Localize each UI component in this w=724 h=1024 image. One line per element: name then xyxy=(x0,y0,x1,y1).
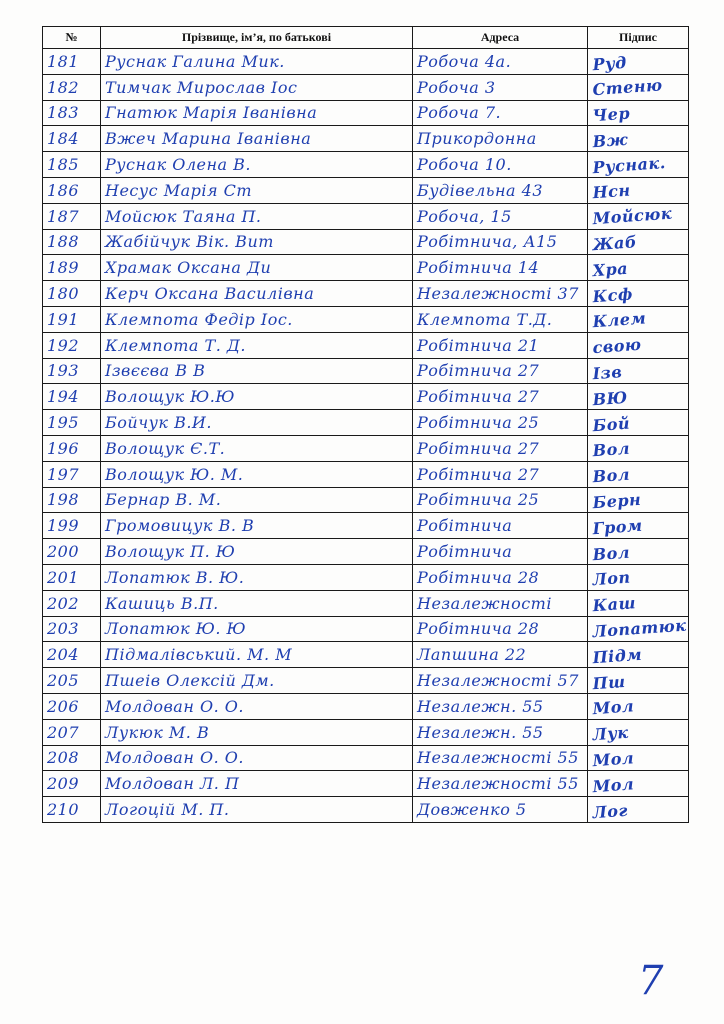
row-name: Лукюк М. В xyxy=(101,719,413,745)
table-row xyxy=(43,797,689,823)
row-address: Робітнича 27 xyxy=(413,461,588,487)
row-signature: Хра xyxy=(587,251,690,284)
row-signature: Нсн xyxy=(587,174,690,207)
row-number: 202 xyxy=(43,590,101,616)
row-number: 199 xyxy=(43,513,101,539)
row-signature: Підм xyxy=(587,638,690,671)
row-signature: Вж xyxy=(587,122,690,155)
row-name: Вжеч Марина Іванівна xyxy=(101,126,413,152)
row-number: 208 xyxy=(43,745,101,771)
row-signature: Мол xyxy=(587,767,690,800)
row-signature: Лопатюк xyxy=(587,613,690,646)
row-name: Тимчак Мирослав Іос xyxy=(101,74,413,100)
row-name: Руснак Олена В. xyxy=(101,152,413,178)
row-name: Волощук Ю.Ю xyxy=(101,384,413,410)
table-row xyxy=(43,539,689,565)
table-row xyxy=(43,693,689,719)
row-number: 182 xyxy=(43,74,101,100)
row-name: Бойчук В.И. xyxy=(101,410,413,436)
row-signature: Лог xyxy=(587,793,690,826)
row-signature: Мойсюк xyxy=(587,200,690,233)
row-name: Підмалівський. М. М xyxy=(101,642,413,668)
row-address: Лапшина 22 xyxy=(413,642,588,668)
row-address: Незалежності 55 xyxy=(413,745,588,771)
row-address: Робітнича 27 xyxy=(413,435,588,461)
row-address: Прикордонна xyxy=(413,126,588,152)
table-row xyxy=(43,49,689,75)
row-number: 185 xyxy=(43,152,101,178)
row-name: Мойсюк Таяна П. xyxy=(101,203,413,229)
row-address: Незалежн. 55 xyxy=(413,693,588,719)
row-signature: Вол xyxy=(587,432,690,465)
table-row xyxy=(43,668,689,694)
row-signature: Каш xyxy=(587,587,690,620)
row-number: 187 xyxy=(43,203,101,229)
row-number: 201 xyxy=(43,564,101,590)
row-address: Робітнича 27 xyxy=(413,384,588,410)
row-address: Робітнича, А15 xyxy=(413,229,588,255)
row-number: 210 xyxy=(43,797,101,823)
row-name: Руснак Галина Мик. xyxy=(101,49,413,75)
table-row xyxy=(43,100,689,126)
row-name: Молдован Л. П xyxy=(101,771,413,797)
row-signature: Мол xyxy=(587,742,690,775)
row-number: 197 xyxy=(43,461,101,487)
row-number: 184 xyxy=(43,126,101,152)
row-number: 203 xyxy=(43,616,101,642)
header-address: Адреса xyxy=(413,27,588,49)
row-name: Клемпотa Т. Д. xyxy=(101,332,413,358)
row-name: Пшеів Олексій Дм. xyxy=(101,668,413,694)
row-name: Волощук П. Ю xyxy=(101,539,413,565)
row-name: Молдован О. О. xyxy=(101,745,413,771)
row-signature: Руснак. xyxy=(587,148,690,181)
row-signature: Мол xyxy=(587,690,690,723)
row-address: Незалежності xyxy=(413,590,588,616)
table-row xyxy=(43,745,689,771)
row-address: Робоча 3 xyxy=(413,74,588,100)
row-number: 205 xyxy=(43,668,101,694)
row-signature: Клем xyxy=(587,303,690,336)
table-row xyxy=(43,126,689,152)
table-row xyxy=(43,771,689,797)
signature-table xyxy=(42,26,689,823)
row-name: Ізвєєва В В xyxy=(101,358,413,384)
row-number: 195 xyxy=(43,410,101,436)
row-name: Лопатюк В. Ю. xyxy=(101,564,413,590)
row-signature: Стеню xyxy=(587,71,690,104)
table-row xyxy=(43,177,689,203)
row-signature: Бой xyxy=(587,406,690,439)
row-number: 189 xyxy=(43,255,101,281)
table-row xyxy=(43,384,689,410)
row-address: Робітнича 28 xyxy=(413,616,588,642)
row-name: Логоцій М. П. xyxy=(101,797,413,823)
row-signature: Руд xyxy=(587,45,690,78)
row-address: Робітнича xyxy=(413,513,588,539)
row-number: 181 xyxy=(43,49,101,75)
row-signature: Берн xyxy=(587,484,690,517)
table-row xyxy=(43,255,689,281)
table-row xyxy=(43,410,689,436)
row-signature: Ксф xyxy=(587,277,690,310)
row-name: Гнатюк Марія Іванівна xyxy=(101,100,413,126)
row-address: Робітнича 21 xyxy=(413,332,588,358)
row-signature: Жаб xyxy=(587,226,690,259)
table-row xyxy=(43,564,689,590)
row-signature: Лоп xyxy=(587,561,690,594)
row-name: Лопатюк Ю. Ю xyxy=(101,616,413,642)
row-number: 207 xyxy=(43,719,101,745)
table-row xyxy=(43,306,689,332)
row-signature: Вол xyxy=(587,535,690,568)
table-row xyxy=(43,642,689,668)
table-row xyxy=(43,461,689,487)
row-name: Клемпотa Федір Іос. xyxy=(101,306,413,332)
table-row xyxy=(43,590,689,616)
row-signature: Чер xyxy=(587,97,690,130)
row-number: 196 xyxy=(43,435,101,461)
row-number: 192 xyxy=(43,332,101,358)
row-address: Довженко 5 xyxy=(413,797,588,823)
table-row xyxy=(43,487,689,513)
row-number: 193 xyxy=(43,358,101,384)
row-signature: Вол xyxy=(587,458,690,491)
row-number: 198 xyxy=(43,487,101,513)
row-number: 200 xyxy=(43,539,101,565)
table-row xyxy=(43,74,689,100)
table-row xyxy=(43,281,689,307)
row-address: Робітнича xyxy=(413,539,588,565)
row-signature: свою xyxy=(587,329,690,362)
row-signature: Пш xyxy=(587,664,690,697)
row-number: 204 xyxy=(43,642,101,668)
row-number: 186 xyxy=(43,177,101,203)
table-row xyxy=(43,719,689,745)
row-address: Робітнича 25 xyxy=(413,487,588,513)
row-name: Кашиць В.П. xyxy=(101,590,413,616)
row-name: Жабійчук Вік. Вит xyxy=(101,229,413,255)
row-address: Робітнича 14 xyxy=(413,255,588,281)
row-number: 188 xyxy=(43,229,101,255)
row-name: Молдован О. О. xyxy=(101,693,413,719)
row-number: 183 xyxy=(43,100,101,126)
row-address: Робоча 4а. xyxy=(413,49,588,75)
row-address: Робітнича 27 xyxy=(413,358,588,384)
row-address: Робоча, 15 xyxy=(413,203,588,229)
row-name: Громовицук В. В xyxy=(101,513,413,539)
table-row xyxy=(43,616,689,642)
table-header-row xyxy=(43,27,689,49)
header-signature: Підпис xyxy=(588,27,689,49)
row-address: Робоча 10. xyxy=(413,152,588,178)
row-name: Волощук Є.Т. xyxy=(101,435,413,461)
row-name: Бернар В. М. xyxy=(101,487,413,513)
row-signature: Ізв xyxy=(587,355,690,388)
row-number: 206 xyxy=(43,693,101,719)
table-row xyxy=(43,332,689,358)
header-num: № xyxy=(43,27,101,49)
row-address: Будівельна 43 xyxy=(413,177,588,203)
table-row xyxy=(43,229,689,255)
row-number: 180 xyxy=(43,281,101,307)
row-signature: Гром xyxy=(587,509,690,542)
row-address: Незалежності 57 xyxy=(413,668,588,694)
table-row xyxy=(43,358,689,384)
row-signature: ВЮ xyxy=(587,380,690,413)
row-address: Робоча 7. xyxy=(413,100,588,126)
row-number: 209 xyxy=(43,771,101,797)
header-name: Прізвище, ім’я, по батькові xyxy=(101,27,413,49)
row-number: 191 xyxy=(43,306,101,332)
table-row xyxy=(43,152,689,178)
table-row xyxy=(43,513,689,539)
row-name: Керч Оксана Василівна xyxy=(101,281,413,307)
table-row xyxy=(43,435,689,461)
row-address: Незалежн. 55 xyxy=(413,719,588,745)
row-name: Несус Марія Ст xyxy=(101,177,413,203)
row-name: Храмак Оксана Ди xyxy=(101,255,413,281)
row-address: Робітнича 28 xyxy=(413,564,588,590)
row-address: Робітнича 25 xyxy=(413,410,588,436)
row-name: Волощук Ю. М. xyxy=(101,461,413,487)
table-row xyxy=(43,203,689,229)
row-address: Незалежності 37 xyxy=(413,281,588,307)
row-signature: Лук xyxy=(587,716,690,749)
row-address: Незалежності 55 xyxy=(413,771,588,797)
page-number: 7 xyxy=(638,958,664,1004)
row-number: 194 xyxy=(43,384,101,410)
table-body xyxy=(43,49,689,823)
row-address: Клемпота Т.Д. xyxy=(413,306,588,332)
